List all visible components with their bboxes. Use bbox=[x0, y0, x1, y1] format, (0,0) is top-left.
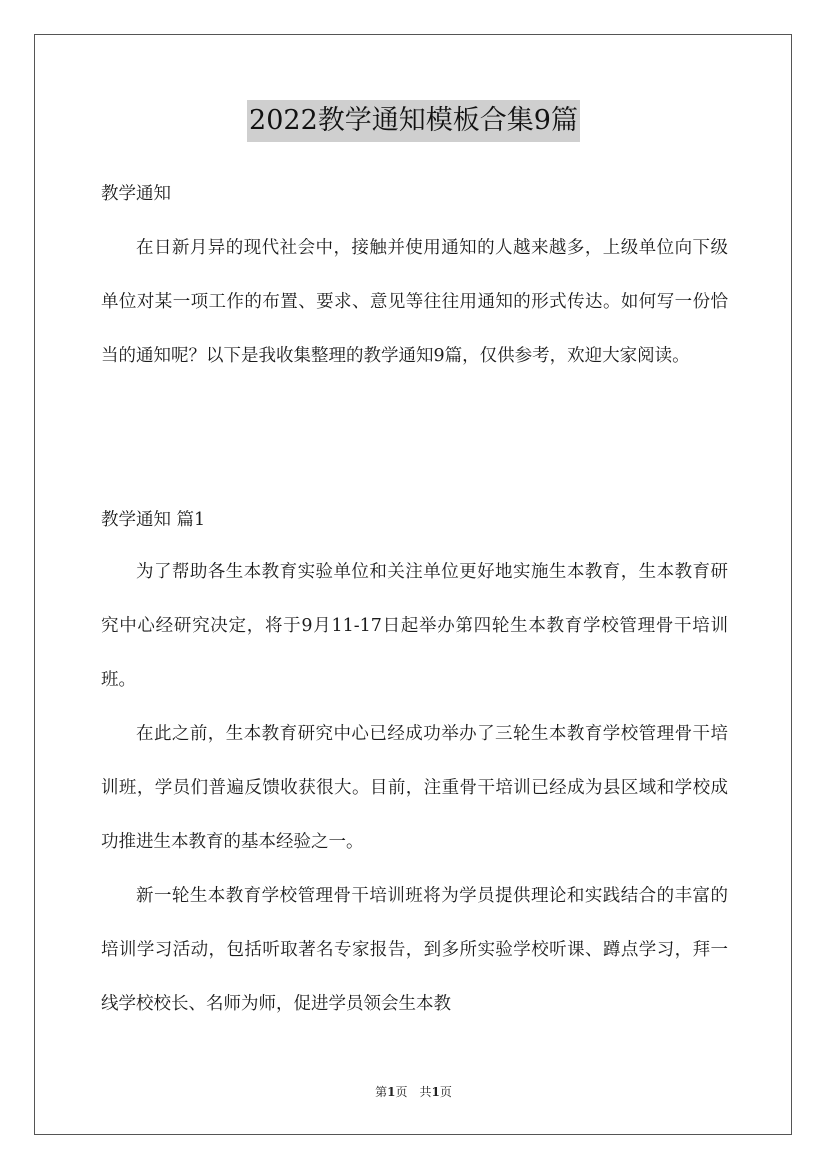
intro-paragraph: 在日新月异的现代社会中，接触并使用通知的人越来越多，上级单位向下级单位对某一项工作的布置、要求、意见等往往用通知的形式传达。如何写一份恰当的通知呢？以下是我收集整理的教学通知9篇，仅供参考，欢迎大家阅读。 bbox=[101, 238, 728, 366]
section1-paragraph-3: 新一轮生本教育学校管理骨干培训班将为学员提供理论和实践结合的丰富的培训学习活动，包括听取著名专家报告，到多所实验学校听课、蹲点学习，拜一线学校校长、名师为师，促进学员领会生本教 bbox=[101, 886, 728, 1014]
intro-heading: 教学通知 bbox=[101, 184, 171, 204]
section1-heading: 教学通知 篇1 bbox=[101, 510, 206, 530]
footer-page-number: 1 bbox=[387, 1085, 396, 1099]
section1-paragraph-1: 为了帮助各生本教育实验单位和关注单位更好地实施生本教育，生本教育研究中心经研究决定，将于9月11-17日起举办第四轮生本教育学校管理骨干培训班。 bbox=[101, 562, 728, 690]
page-footer bbox=[0, 1083, 827, 1101]
footer-mid: 页 共 bbox=[395, 1085, 432, 1099]
footer-prefix: 第 bbox=[375, 1085, 388, 1099]
section1-paragraph-2: 在此之前，生本教育研究中心已经成功举办了三轮生本教育学校管理骨干培训班，学员们普遍反馈收获很大。目前，注重骨干培训已经成为县区域和学校成功推进生本教育的基本经验之一。 bbox=[101, 724, 728, 852]
footer-page-total: 1 bbox=[431, 1085, 440, 1099]
title-container bbox=[0, 100, 827, 142]
footer-suffix: 页 bbox=[439, 1085, 452, 1099]
document-title: 2022教学通知模板合集9篇 bbox=[247, 100, 580, 142]
